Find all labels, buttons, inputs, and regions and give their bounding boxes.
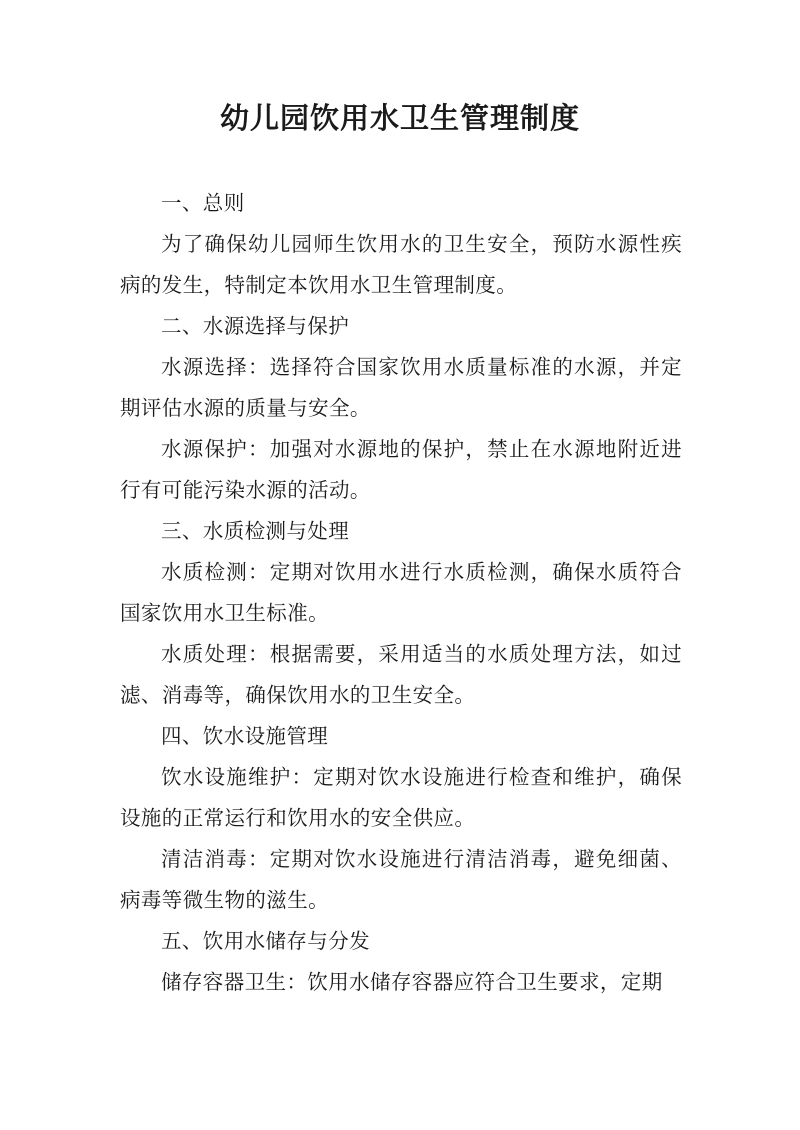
paragraph-facility-maintenance: 饮水设施维护：定期对饮水设施进行检查和维护，确保设施的正常运行和饮用水的安全供应。 <box>120 765 682 830</box>
section-heading-storage-distribution: 五、饮用水储存与分发 <box>161 929 370 953</box>
section-heading-facilities: 四、饮水设施管理 <box>161 724 329 748</box>
paragraph-storage-hygiene: 储存容器卫生：饮用水储存容器应符合卫生要求，定期 <box>161 970 663 994</box>
paragraph-quality-treatment: 水质处理：根据需要，采用适当的水质处理方法，如过滤、消毒等，确保饮用水的卫生安全。 <box>120 642 682 707</box>
paragraph-quality-testing: 水质检测：定期对饮用水进行水质检测，确保水质符合国家饮用水卫生标准。 <box>120 560 682 625</box>
document-title: 幼儿园饮用水卫生管理制度 <box>219 101 580 135</box>
document-body <box>120 183 682 1003</box>
paragraph-source-selection: 水源选择：选择符合国家饮用水质量标准的水源，并定期评估水源的质量与安全。 <box>120 355 682 420</box>
section-heading-water-quality: 三、水质检测与处理 <box>161 519 350 543</box>
section-heading-general: 一、总则 <box>161 191 245 215</box>
section-heading-water-source: 二、水源选择与保护 <box>161 314 350 338</box>
paragraph-source-protection: 水源保护：加强对水源地的保护，禁止在水源地附近进行有可能污染水源的活动。 <box>120 437 682 502</box>
paragraph-purpose: 为了确保幼儿园师生饮用水的卫生安全，预防水源性疾病的发生，特制定本饮用水卫生管理制度。 <box>120 232 682 297</box>
paragraph-cleaning-disinfection: 清洁消毒：定期对饮水设施进行清洁消毒，避免细菌、病毒等微生物的滋生。 <box>120 847 682 912</box>
